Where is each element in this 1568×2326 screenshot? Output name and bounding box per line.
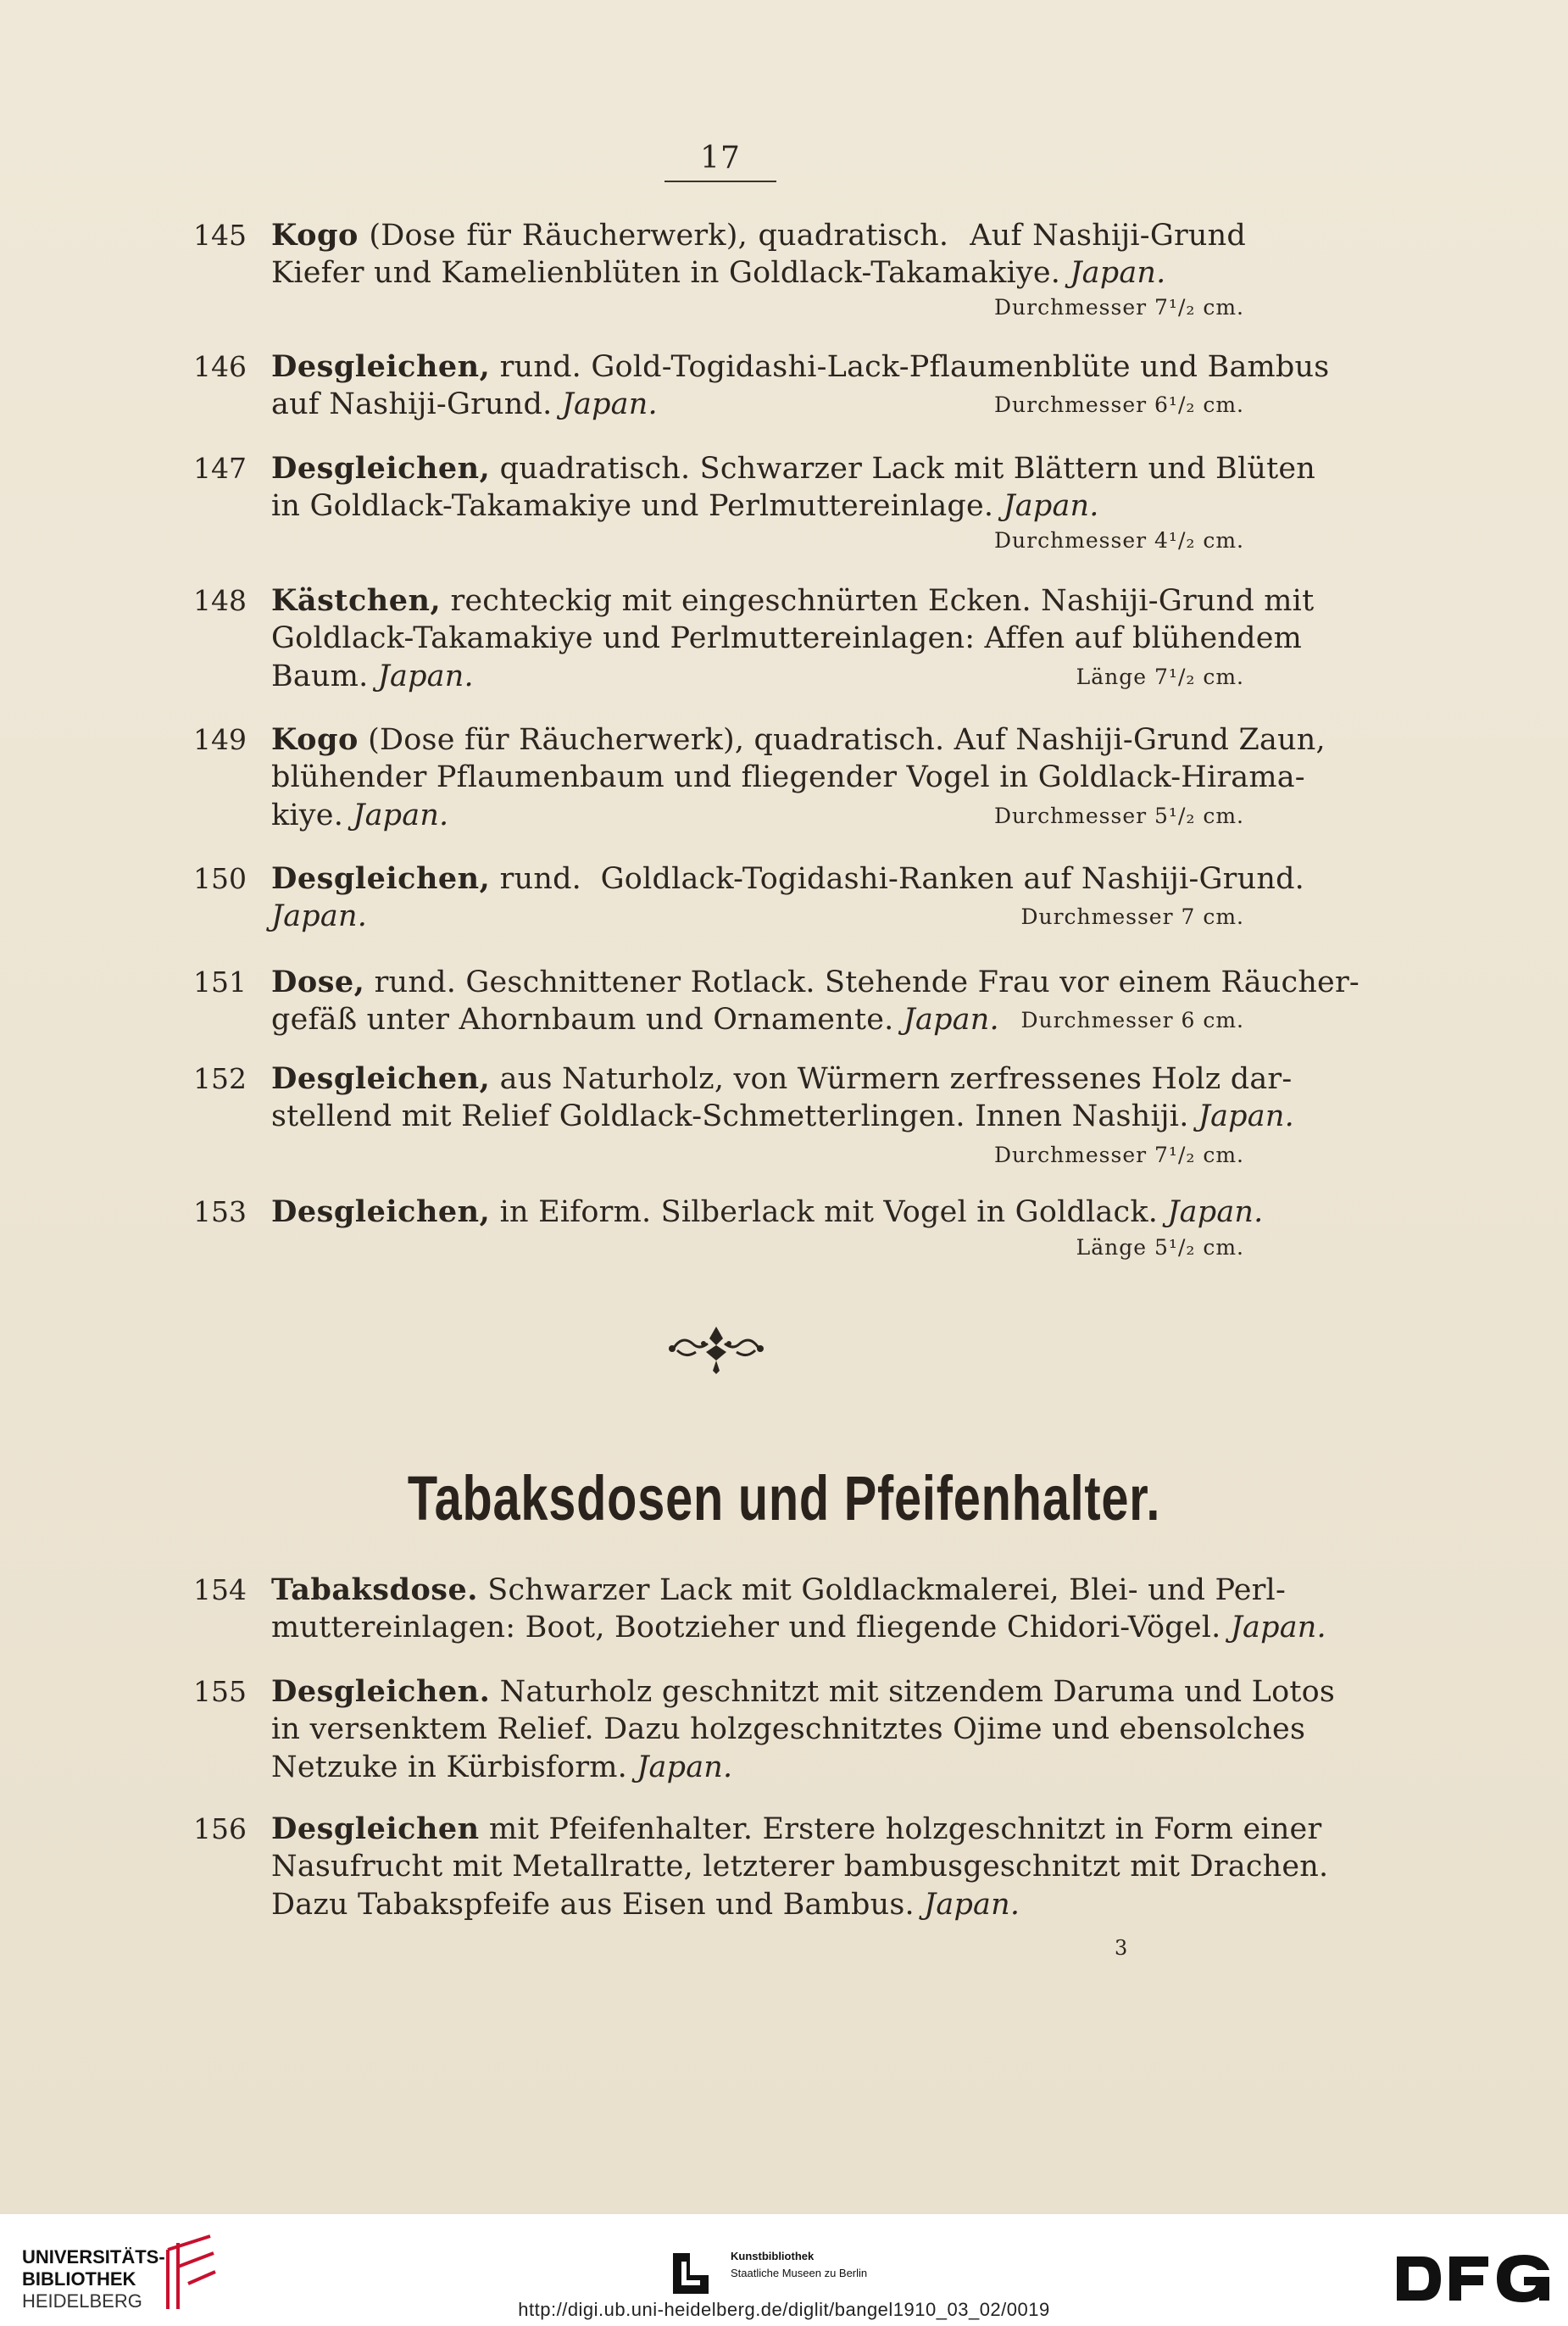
entry-number: 150 <box>193 862 247 895</box>
footer-bar <box>0 2214 1568 2326</box>
entry-text: Dazu Tabakspfeife aus Eisen und Bambus. <box>271 1888 925 1922</box>
entry-title: Kogo <box>271 722 359 757</box>
entry-measurement: Länge 5¹/₂ cm. <box>1076 1235 1244 1260</box>
entry-number: 154 <box>193 1573 247 1606</box>
entry-origin: Japan. <box>903 1003 999 1037</box>
entry-measurement: Durchmesser 6 cm. <box>1020 1008 1244 1032</box>
kb-line-1: Kunstbibliothek <box>731 2250 815 2262</box>
entry-title: Kästchen, <box>271 583 442 618</box>
entry-line <box>271 449 1315 488</box>
entry-text: Baum. <box>271 659 378 693</box>
entry-text: muttereinlagen: Boot, Bootzieher und fliegende Chidori-Vögel. <box>271 1611 1231 1644</box>
entry-text: auf Nashiji-Grund. <box>271 387 562 421</box>
entry-line <box>271 963 1359 1002</box>
entry-line <box>271 254 1246 292</box>
entry-origin: Japan. <box>377 659 474 693</box>
entry-number: 146 <box>193 350 247 383</box>
entry-text: (Dose für Räucherwerk), quadratisch. Auf Nashiji-Grund Zaun, <box>358 723 1326 757</box>
entry-title: Desgleichen, <box>271 1194 491 1229</box>
entry-text: kiye. <box>271 799 353 832</box>
entry-text: Netzuke in Kürbisform. <box>271 1750 637 1784</box>
entry-line <box>271 1571 1286 1610</box>
entry-origin: Japan. <box>1230 1611 1326 1644</box>
entry-text: rund. Geschnittener Rotlack. Stehende Frau vor einem Räucher- <box>364 965 1359 999</box>
entry-number: 155 <box>193 1675 247 1708</box>
entry-number: 148 <box>193 584 247 617</box>
dfg-logo-icon[interactable] <box>1397 2253 1549 2304</box>
entry-number: 145 <box>193 219 247 252</box>
entry-line <box>271 487 1246 526</box>
page-number: 17 <box>700 141 741 175</box>
entry-line <box>271 1749 1246 1787</box>
entry-origin: Japan. <box>1198 1099 1294 1133</box>
entry-measurement: Durchmesser 4¹/₂ cm. <box>993 528 1244 553</box>
entry-number: 156 <box>193 1812 247 1845</box>
entry-origin: Japan. <box>561 387 658 421</box>
permalink-url[interactable]: http://digi.ub.uni-heidelberg.de/diglit/bangel1910_03_02/0019 <box>518 2299 1050 2320</box>
entry-line <box>271 1098 1294 1136</box>
entry-number: 152 <box>193 1062 247 1095</box>
entry-text: blühender Pflaumenbaum und fliegender Vogel in Goldlack-Hirama- <box>271 760 1305 794</box>
entry-text: Schwarzer Lack mit Goldlackmalerei, Blei- und Perl- <box>477 1573 1286 1607</box>
entry-line <box>271 1848 1329 1886</box>
kb-line-2: Staatliche Museen zu Berlin <box>731 2267 868 2279</box>
entry-line <box>271 860 1305 899</box>
entry-text: in Goldlack-Takamakiye und Perlmuttereinlage. <box>271 489 1004 523</box>
entry-text: mit Pfeifenhalter. Erstere holzgeschnitzt in Form einer <box>479 1812 1322 1846</box>
kunstbibliothek-text[interactable] <box>731 2248 867 2282</box>
entry-line <box>271 1193 1264 1232</box>
entry-text: quadratisch. Schwarzer Lack mit Blättern und Blüten <box>490 452 1315 486</box>
entry-line <box>271 1810 1322 1849</box>
entry-number: 153 <box>193 1195 247 1228</box>
entry-text: Kiefer und Kamelienblüten in Goldlack-Takamakiye. <box>271 256 1070 290</box>
entry-title: Desgleichen, <box>271 861 491 896</box>
entry-text: in versenktem Relief. Dazu holzgeschnitztes Ojime und ebensolches <box>271 1712 1306 1746</box>
entry-origin: Japan. <box>1003 489 1099 523</box>
kunstbibliothek-logo-icon[interactable] <box>670 2250 712 2297</box>
entry-number: 151 <box>193 965 247 999</box>
entry-origin: Japan. <box>924 1888 1020 1922</box>
entry-line <box>271 348 1330 387</box>
entry-line <box>271 1672 1336 1711</box>
entry-title: Desgleichen, <box>271 349 491 384</box>
entry-line <box>271 759 1305 797</box>
entry-title: Desgleichen, <box>271 451 491 486</box>
entry-text: Goldlack-Takamakiye und Perlmuttereinlagen: Affen auf blühendem <box>271 621 1302 655</box>
ub-line-2: BIBLIOTHEK <box>22 2268 136 2290</box>
ub-line-3: HEIDELBERG <box>22 2290 142 2312</box>
entry-line <box>271 1060 1293 1099</box>
entry-origin: Japan. <box>1167 1195 1264 1229</box>
ub-line-1: UNIVERSITÄTS- <box>22 2246 165 2268</box>
entry-measurement: Durchmesser 6¹/₂ cm. <box>993 392 1244 417</box>
entry-line <box>271 620 1302 658</box>
entry-text: stellend mit Relief Goldlack-Schmetterlingen. Innen Nashiji. <box>271 1099 1198 1133</box>
entry-line <box>271 1609 1326 1647</box>
entry-text: in Eiform. Silberlack mit Vogel in Goldlack. <box>490 1195 1168 1229</box>
entry-line <box>271 216 1246 255</box>
entry-line <box>271 721 1326 760</box>
entry-text: Naturholz geschnitzt mit sitzendem Daruma und Lotos <box>490 1675 1336 1709</box>
entry-text: aus Naturholz, von Würmern zerfressenes Holz dar- <box>490 1062 1293 1096</box>
entry-number: 149 <box>193 723 247 756</box>
entry-line <box>271 1886 1246 1924</box>
entry-number: 147 <box>193 452 247 485</box>
page-number-rule <box>664 181 776 182</box>
entry-measurement: Durchmesser 7 cm. <box>1020 904 1244 929</box>
entry-title: Desgleichen. <box>271 1674 491 1709</box>
entry-origin: Japan. <box>637 1750 733 1784</box>
entry-text: rund. Goldlack-Togidashi-Ranken auf Nashiji-Grund. <box>490 862 1305 896</box>
entry-title: Desgleichen, <box>271 1061 491 1096</box>
entry-origin: Japan. <box>353 799 449 832</box>
entry-text: rechteckig mit eingeschnürten Ecken. Nashiji-Grund mit <box>441 584 1315 618</box>
entry-measurement: Durchmesser 5¹/₂ cm. <box>993 804 1244 828</box>
entry-measurement: Durchmesser 7¹/₂ cm. <box>993 295 1244 320</box>
entry-title: Tabaksdose. <box>271 1572 478 1607</box>
entry-origin: Japan. <box>1070 256 1166 290</box>
entry-measurement: Länge 7¹/₂ cm. <box>1076 665 1244 689</box>
entry-text: rund. Gold-Togidashi-Lack-Pflaumenblüte und Bambus <box>490 350 1330 384</box>
entry-text: gefäß unter Ahornbaum und Ornamente. <box>271 1003 904 1037</box>
entry-title: Kogo <box>271 218 359 253</box>
fleuron-ornament <box>665 1318 767 1377</box>
entry-measurement: Durchmesser 7¹/₂ cm. <box>993 1143 1244 1167</box>
section-heading: Tabaksdosen und Pfeifenhalter. <box>407 1463 1161 1533</box>
entry-text: Nasufrucht mit Metallratte, letzterer bambusgeschnitzt mit Drachen. <box>271 1850 1329 1884</box>
entry-origin: Japan. <box>271 899 368 933</box>
entry-title: Desgleichen <box>271 1811 480 1846</box>
entry-title: Dose, <box>271 965 365 999</box>
entry-line <box>271 1711 1306 1749</box>
printer-signature: 3 <box>1115 1936 1128 1960</box>
entry-text: (Dose für Räucherwerk), quadratisch. Auf Nashiji-Grund <box>358 219 1246 253</box>
entry-line <box>271 582 1315 620</box>
